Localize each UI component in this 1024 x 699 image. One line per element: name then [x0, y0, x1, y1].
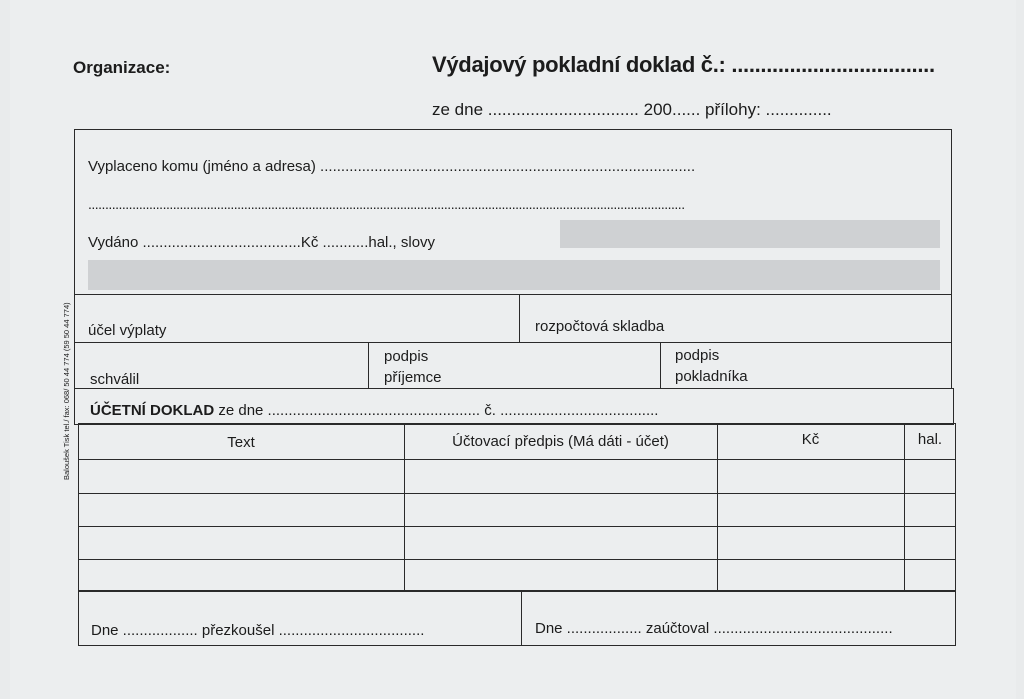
accounting-date-number: ze dne ................................................... č. ...................................... — [218, 402, 659, 419]
payee-address-line[interactable]: ................................................................................................................................................................................ — [88, 196, 685, 212]
issued-amount[interactable]: Vydáno ......................................Kč ...........hal., slovy — [88, 234, 436, 251]
table-row[interactable] — [78, 527, 956, 559]
reviewed-by[interactable]: Dne .................. přezkoušel ................................... — [91, 622, 425, 639]
booked-by[interactable]: Dne .................. zaúčtoval ........................................... — [535, 620, 893, 637]
divider — [521, 591, 522, 646]
document-title: Výdajový pokladní doklad č.: ................................... — [432, 52, 935, 77]
payee-label[interactable]: Vyplaceno komu (jméno a adresa) .......................................................................................... — [88, 158, 696, 175]
words-field-shading-2 — [88, 260, 940, 290]
column-header-hal: hal. — [917, 431, 943, 448]
recipient-signature-line2[interactable]: příjemce — [384, 369, 442, 386]
column-header-posting: Účtovací předpis (Má dáti - účet) — [452, 433, 669, 450]
words-field-shading-1 — [560, 220, 940, 248]
divider — [519, 294, 520, 342]
organization-label: Organizace: — [73, 58, 171, 77]
table-row[interactable] — [78, 494, 956, 526]
column-header-kc: Kč — [801, 431, 820, 448]
divider — [368, 342, 369, 388]
table-row[interactable] — [78, 460, 956, 493]
divider — [660, 342, 661, 388]
accounting-title-row[interactable] — [90, 402, 658, 419]
cashier-signature-line2[interactable]: pokladníka — [675, 368, 748, 385]
approved-label[interactable]: schválil — [90, 371, 140, 388]
printer-imprint: Baloušek Tisk tel./ fax: 068/ 50 44 774 (59 50 44 774) — [62, 302, 71, 480]
column-header-text: Text — [227, 434, 255, 451]
accounting-title: ÚČETNÍ DOKLAD — [90, 402, 215, 419]
purpose-label[interactable]: účel výplaty — [88, 322, 167, 339]
recipient-signature-line1: podpis — [384, 348, 429, 365]
date-line: ze dne ................................ 200...... přílohy: .............. — [432, 100, 832, 119]
divider — [74, 342, 952, 343]
divider — [74, 294, 952, 295]
table-row[interactable] — [78, 560, 956, 590]
budget-label[interactable]: rozpočtová skladba — [535, 318, 665, 335]
cashier-signature-line1: podpis — [675, 347, 720, 364]
